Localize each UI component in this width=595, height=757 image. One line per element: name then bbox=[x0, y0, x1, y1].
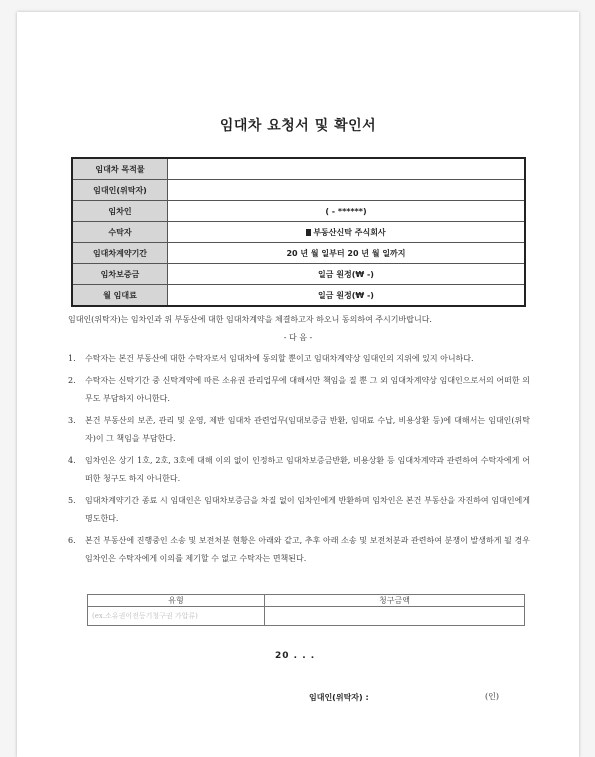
info-value bbox=[168, 180, 526, 201]
clause-item bbox=[68, 372, 530, 409]
info-row-lessor bbox=[72, 180, 525, 201]
info-row-deposit bbox=[72, 264, 525, 285]
info-value-trustee bbox=[168, 222, 526, 243]
clause-item bbox=[68, 412, 530, 449]
signature-label: 임대인(위탁자) : bbox=[309, 693, 369, 702]
litigation-row bbox=[88, 607, 525, 626]
date-line: 20 . . . bbox=[275, 651, 316, 661]
info-label: 임대차계약기간 bbox=[72, 243, 168, 264]
type-placeholder: (ex.소유권이전등기청구권 가압류) bbox=[88, 607, 265, 626]
clause-item bbox=[68, 452, 530, 489]
clause-number: 3. bbox=[68, 415, 76, 425]
info-label: 임대인(위탁자) bbox=[72, 180, 168, 201]
info-value: 일금 원정(₩ -) bbox=[168, 264, 526, 285]
litigation-table bbox=[87, 594, 525, 626]
clause-item bbox=[68, 350, 530, 369]
info-row-period bbox=[72, 243, 525, 264]
clause-text: 임차인은 상기 1호, 2호, 3호에 대해 이의 없이 인정하고 임대차보증금반환, 비용상환 등 임대차계약과 관련하여 수탁자에게 어떠한 청구도 하지 아니한다. bbox=[85, 455, 530, 483]
info-label: 월 임대료 bbox=[72, 285, 168, 307]
clause-item bbox=[68, 532, 530, 569]
intro-paragraph: 임대인(위탁자)는 임차인과 위 부동산에 대한 임대차계약을 체결하고자 하오니 동의하여 주시기바랍니다. bbox=[68, 315, 432, 324]
info-row-monthly-rent bbox=[72, 285, 525, 307]
clause-text: 본건 부동산에 진행중인 소송 및 보전처분 현황은 아래와 같고, 추후 아래 소송 및 보전처분과 관련하여 분쟁이 발생하게 될 경우 임차인은 수탁자에게 이의를 제기할 수 없고 수탁자는 면책된다. bbox=[85, 535, 530, 563]
claim-amount-cell bbox=[265, 607, 525, 626]
info-row-trustee bbox=[72, 222, 525, 243]
info-row-property bbox=[72, 158, 525, 180]
clause-text: 수탁자는 신탁기간 중 신탁계약에 따른 소유권 관리업무에 대해서만 책임을 질 뿐 그 외 임대차계약상 임대인으로서의 어떠한 의무도 부담하지 아니한다. bbox=[85, 375, 530, 403]
info-value bbox=[168, 158, 526, 180]
seal-mark-icon bbox=[306, 229, 311, 236]
clause-text: 임대차계약기간 종료 시 임대인은 임대차보증금을 차질 없이 임차인에게 반환하며 임차인은 본건 부동산을 자진하여 임대인에게 명도한다. bbox=[85, 495, 530, 523]
info-label: 임차보증금 bbox=[72, 264, 168, 285]
trustee-name: 부동산신탁 주식회사 bbox=[313, 227, 386, 237]
info-row-lessee bbox=[72, 201, 525, 222]
next-heading: - 다 음 - bbox=[283, 333, 313, 342]
info-label: 임차인 bbox=[72, 201, 168, 222]
clause-text: 본건 부동산의 보존, 관리 및 운영, 제반 임대차 관련업무(임대보증금 반환, 임대료 수납, 비용상환 등)에 대해서는 임대인(위탁자)이 그 책임을 부담한다. bbox=[85, 415, 530, 443]
clause-list bbox=[68, 350, 530, 572]
info-value: ( - ******) bbox=[168, 201, 526, 222]
header-claim-amount: 청구금액 bbox=[265, 595, 525, 607]
seal-placeholder: (인) bbox=[485, 692, 499, 701]
info-value: 일금 원정(₩ -) bbox=[168, 285, 526, 307]
header-type: 유형 bbox=[88, 595, 265, 607]
clause-text: 수탁자는 본건 부동산에 대한 수탁자로서 임대차에 동의할 뿐이고 임대차계약상 임대인의 지위에 있지 아니하다. bbox=[85, 354, 474, 363]
clause-number: 5. bbox=[68, 495, 76, 505]
lease-info-table bbox=[71, 157, 526, 307]
clause-number: 4. bbox=[68, 455, 76, 465]
info-label: 수탁자 bbox=[72, 222, 168, 243]
clause-number: 2. bbox=[68, 375, 76, 385]
clause-number: 1. bbox=[68, 354, 76, 363]
document-title: 임대차 요청서 및 확인서 bbox=[219, 118, 377, 134]
clause-number: 6. bbox=[68, 535, 76, 545]
litigation-header-row bbox=[88, 595, 525, 607]
clause-item bbox=[68, 492, 530, 529]
info-value: 20 년 월 일부터 20 년 월 일까지 bbox=[168, 243, 526, 264]
document-page bbox=[17, 12, 579, 757]
info-label: 임대차 목적물 bbox=[72, 158, 168, 180]
